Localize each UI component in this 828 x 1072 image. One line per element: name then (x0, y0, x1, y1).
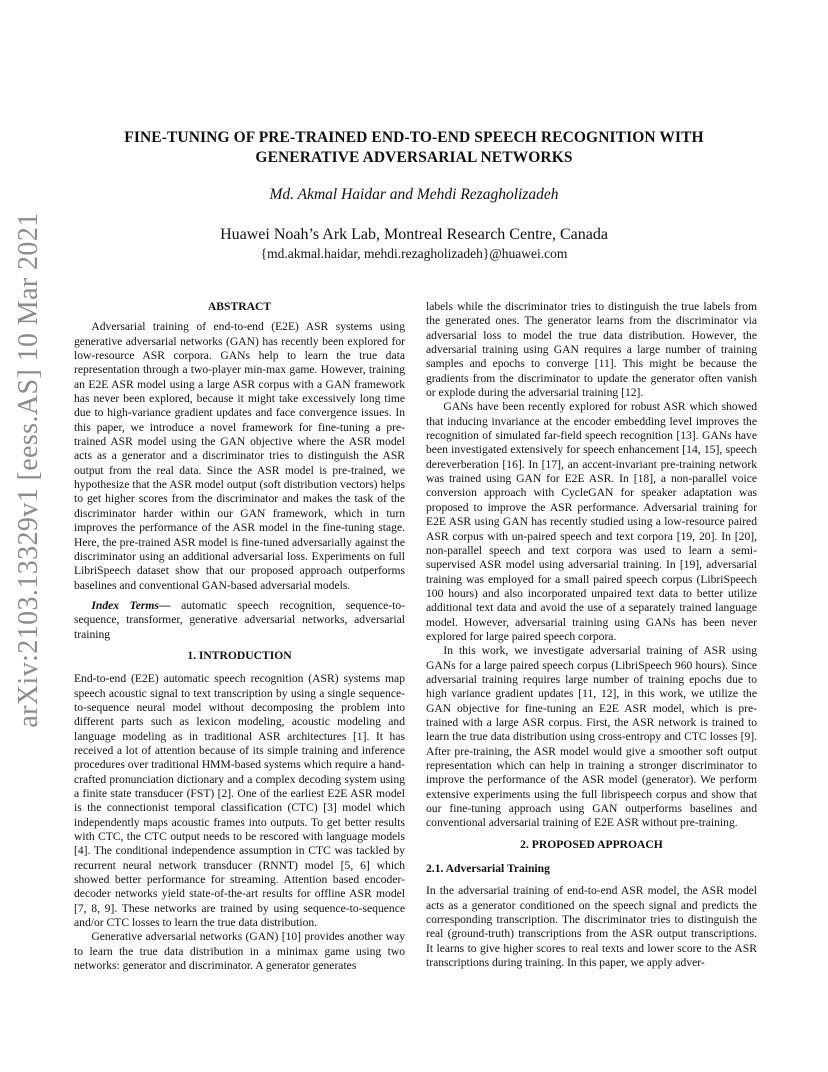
arxiv-stamp (4, 0, 54, 1072)
arxiv-identifier[interactable]: arXiv:2103.13329v1 [eess.AS] 10 Mar 2021 (13, 212, 44, 728)
intro-paragraph-1: End-to-end (E2E) automatic speech recognition (ASR) systems map speech acoustic signal to text transcription by using a single sequence-to-sequence neural model without decomposing the problem into different parts such as lexicon modeling, acoustic modeling and language modeling as in traditional ASR architectures [1]. It has received a lot of attention because of its simple training and inference procedures over traditional HMM-based systems which require a hand-crafted pronunciation dictionary and a complex decoding system using a finite state transducer (FST) [2]. One of the earliest E2E ASR model is the connectionist temporal classification (CTC) [3] model which independently maps acoustic frames into outputs. To get better results with CTC, the CTC output needs to be rescored with language models [4]. The conditional independence assumption in CTC was tackled by recurrent neural network transducer (RNNT) model [5, 6] which showed better performance for streaming. Attention based encoder-decoder networks yield state-of-the-art results for offline ASR model [7, 8, 9]. These networks are trained by using sequence-to-sequence and/or CTC losses to learn the true data distribution. (74, 672, 405, 930)
abstract-heading: ABSTRACT (207, 300, 272, 313)
subsection-heading-adversarial-training: 2.1. Adversarial Training (426, 862, 550, 876)
index-terms (74, 599, 405, 642)
abstract-text: Adversarial training of end-to-end (E2E) ASR systems using generative adversarial networks (GAN) has recently been explored for low-resource ASR corpora. GANs help to learn the true data representation through a two-player min-max game. However, training an E2E ASR model using a large ASR corpus with a GAN framework has never been explored, because it might take excessively long time due to high-variance gradient updates and face convergence issues. In this paper, we introduce a novel framework for fine-tuning a pre-trained ASR model using the GAN objective where the ASR model acts as a generator and a discriminator tries to distinguish the ASR output from the real data. Since the ASR model is pre-trained, we hypothesize that the ASR model output (soft distribution vectors) helps to get higher scores from the discriminator and makes the task of the discriminator harder within our GAN framework, which in turn improves the performance of the ASR model in the fine-tuning stage. Here, the pre-trained ASR model is fine-tuned adversarially against the discriminator using an additional adversarial loss. Experiments on full LibriSpeech dataset show that our proposed approach outperforms baselines and conventional GAN-based adversarial models. (74, 320, 405, 592)
intro-paragraph-4: GANs have been recently explored for robust ASR which showed that inducing invariance at the encoder embedding level improves the recognition of simulated far-field speech recognition [13]. GANs have been investigated extensively for speech enhancement [14, 15], speech dereverberation [16]. In [17], an accent-invariant pre-training network was trained using GAN for E2E ASR. In [18], a non-parallel voice conversion approach with CycleGAN for speaker adaptation was proposed to improve the ASR performance. Adversarial training for E2E ASR using GAN has recently studied using a low-resource paired ASR corpus with un-paired speech and text corpora [19, 20]. In [20], non-parallel speech and text corpora was used to learn a semi-supervised ASR model using adversarial training. In [19], adversarial training was employed for a small paired speech corpus (LibriSpeech 100 hours) and also incorporated unpaired text data to better utilize additional text data and avoid the use of a separately trained language model. However, adversarial training using GANs has been never explored for large paired speech corpora. (426, 400, 757, 643)
index-terms-text: automatic speech recognition, sequence-to-sequence, transformer, generative adversarial networks, adversarial training (74, 598, 405, 641)
adversarial-training-paragraph: In the adversarial training of end-to-end ASR model, the ASR model acts as a generator conditioned on the speech signal and predicts the corresponding transcription. The discriminator tries to distinguish the real (ground-truth) transcriptions from the ASR output transcriptions. It learns to give higher scores to real texts and lower score to the ASR transcriptions during training. In this paper, we apply adver- (426, 884, 757, 970)
section-heading-proposed-approach: 2. PROPOSED APPROACH (520, 837, 663, 851)
left-column (74, 300, 405, 973)
paper-email[interactable]: {md.akmal.haidar, mehdi.rezagholizadeh}@huawei.com (260, 246, 568, 261)
paper-title: FINE-TUNING OF PRE-TRAINED END-TO-END SPEECH RECOGNITION WITH GENERATIVE ADVERSARIAL NETWORKS (124, 129, 704, 166)
index-terms-label: Index Terms— (91, 598, 171, 612)
intro-paragraph-5: In this work, we investigate adversarial training of ASR using GANs for a large paired speech corpus (LibriSpeech 960 hours). Since adversarial training requires large number of training epochs due to high variance gradient updates [11, 12], in this work, we utilize the GAN objective for fine-tuning an E2E ASR model, which is pre-trained with a large ASR corpus. First, the ASR network is trained to learn the true data distribution using cross-entropy and CTC losses [9]. After pre-training, the ASR model would give a smoother soft output representation which can help in training a stronger discriminator to improve the performance of the ASR model (generator). We perform extensive experiments using the full librispeech corpus and show that our fine-tuning approach using GAN outperforms baselines and conventional adversarial training of E2E ASR without pre-training. (426, 644, 757, 830)
intro-paragraph-2: Generative adversarial networks (GAN) [10] provides another way to learn the true data distribution in a minimax game using two networks: generator and discriminator. A generator generates (74, 930, 405, 973)
intro-paragraph-3: labels while the discriminator tries to distinguish the true labels from the generated ones. The generator learns from the discriminator via adversarial loss to model the true data distribution. However, the adversarial training using GAN requires a large number of training samples and epochs to converge [11]. This might be because the gradients from the discriminator to update the generator often vanish or explode during the adversarial training [12]. (426, 300, 757, 400)
right-column (426, 300, 757, 970)
paper-affiliation: Huawei Noah’s Ark Lab, Montreal Research Centre, Canada (220, 226, 608, 243)
paper-authors: Md. Akmal Haidar and Mehdi Rezagholizadeh (269, 186, 559, 203)
section-heading-introduction: 1. INTRODUCTION (187, 648, 292, 662)
